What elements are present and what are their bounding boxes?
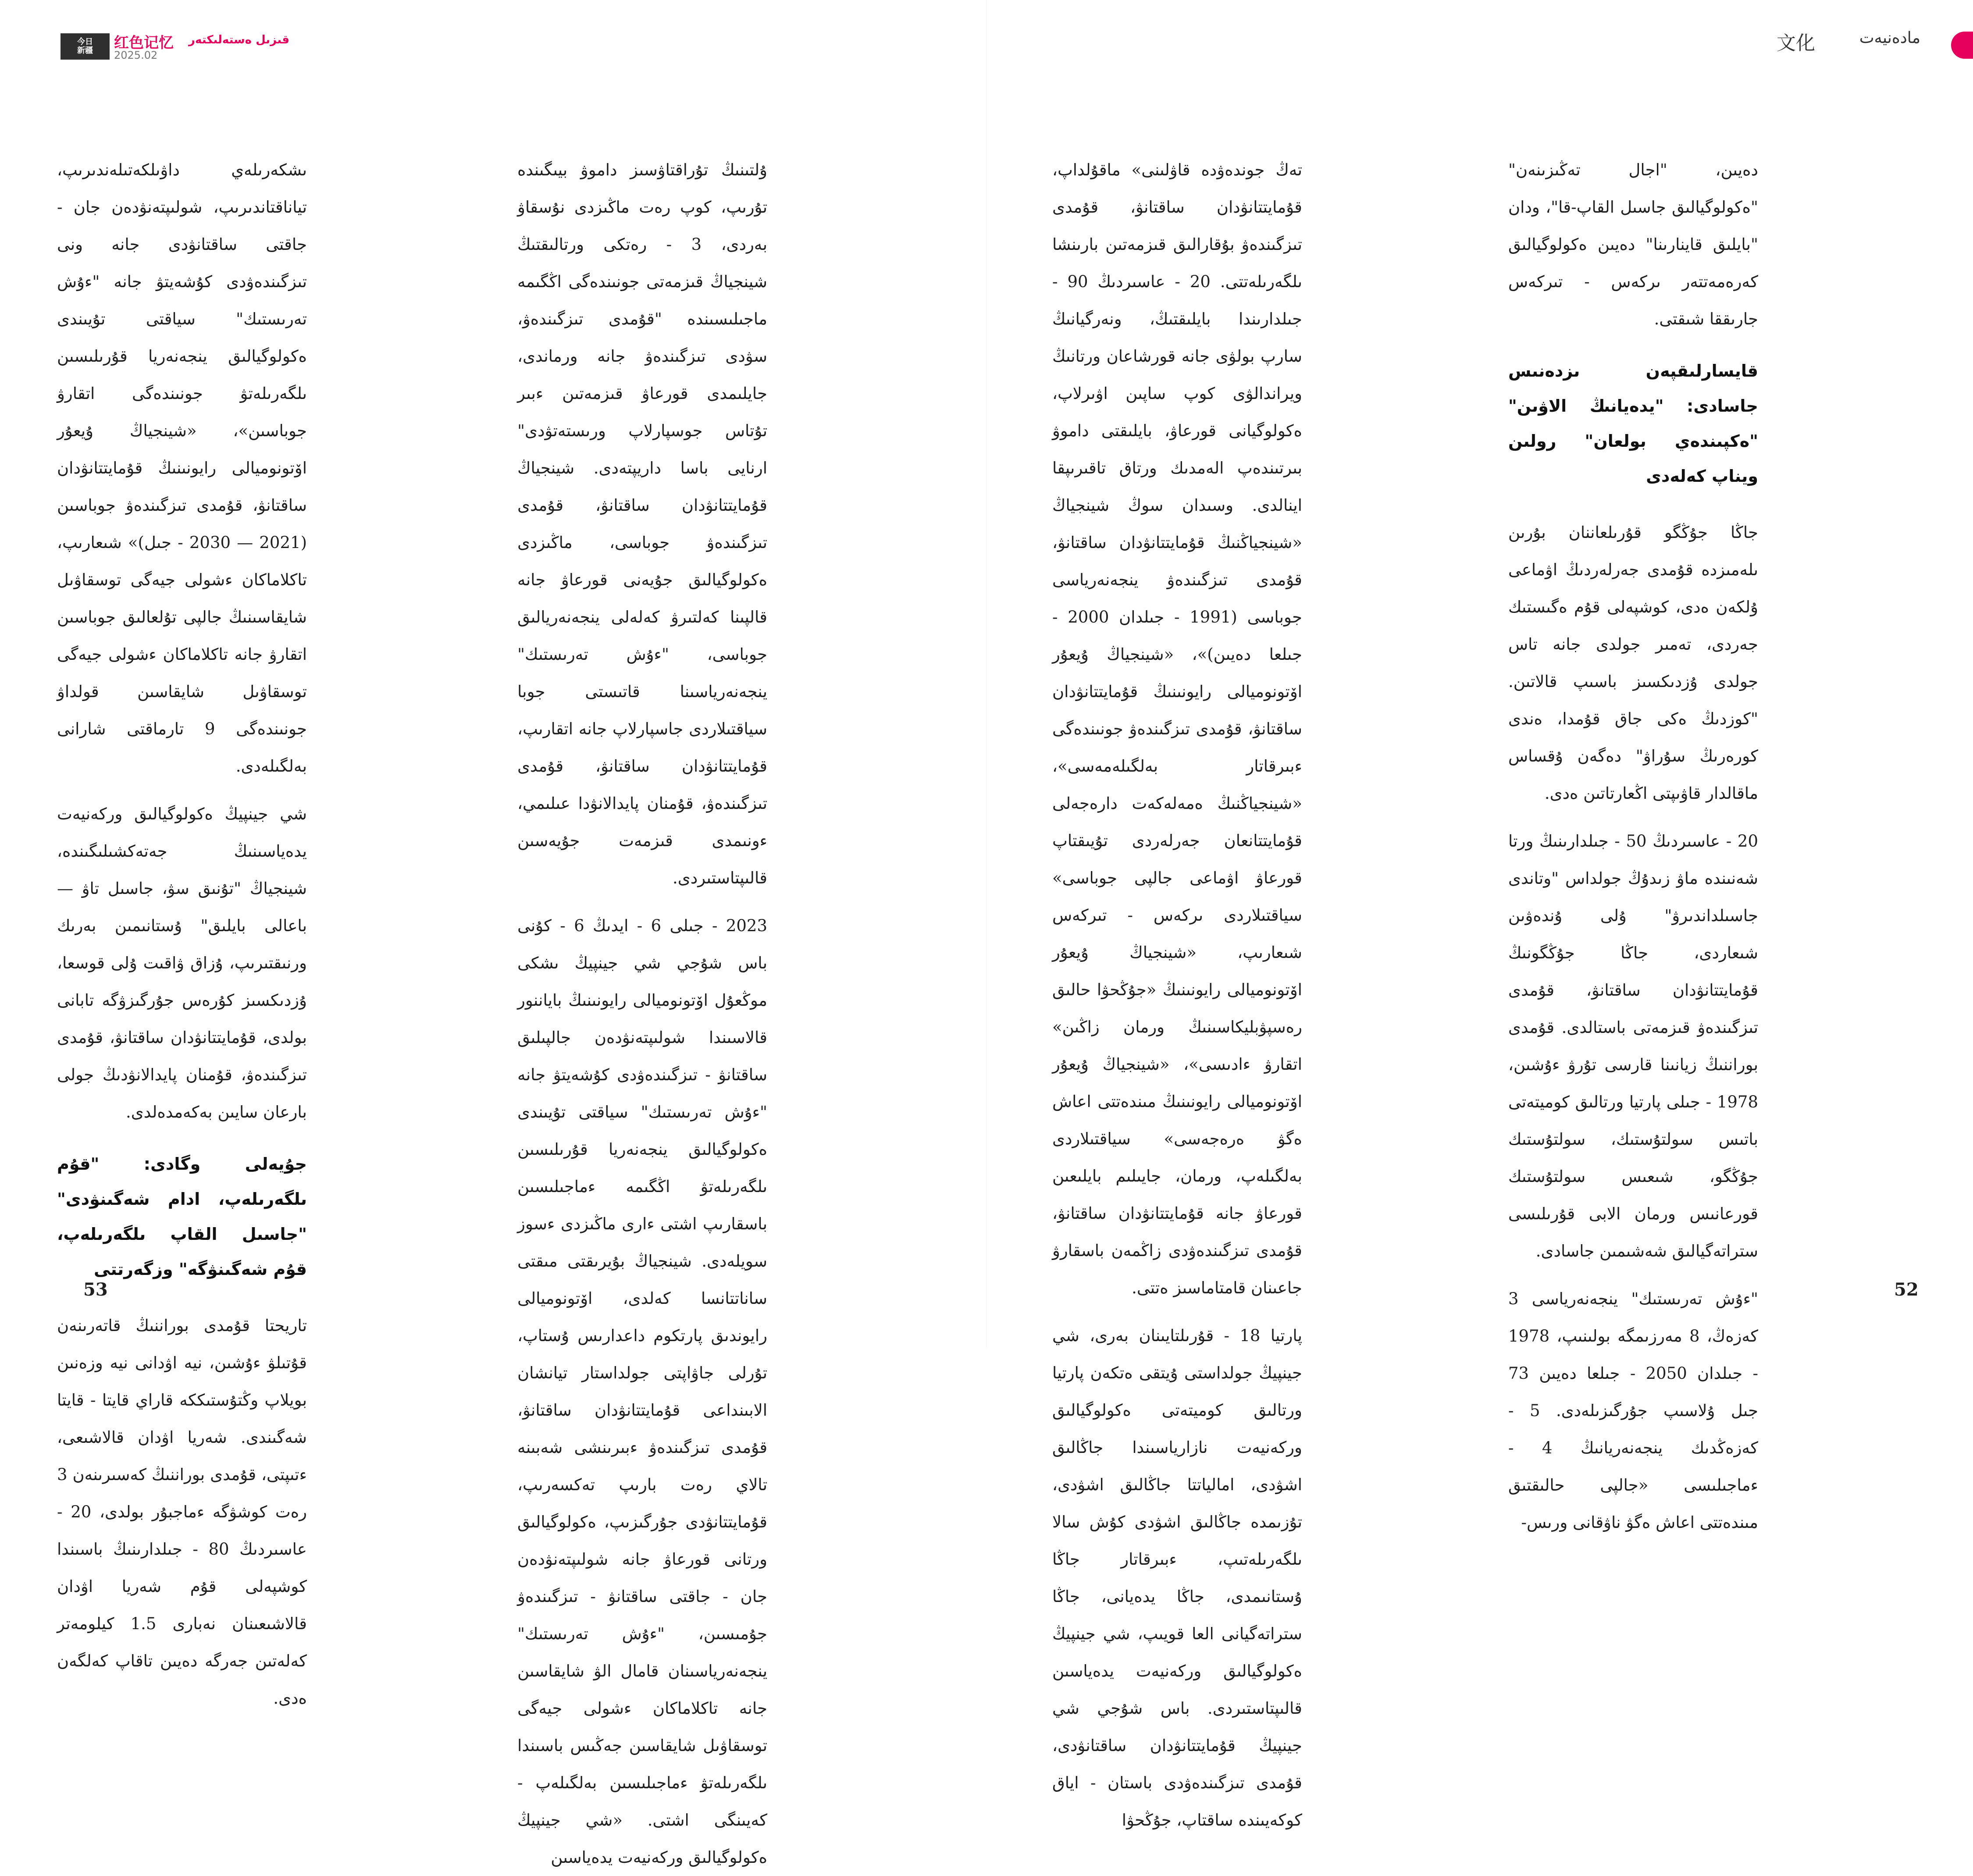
logo-text-line2: 新疆 [77, 46, 93, 55]
page-gutter [986, 0, 987, 1348]
subheading: جۇيەلى وگادى: "قۇم ىلگەرىلەپ، ادام شەگىنۋدى" "جاسىل القاپ ىلگەرىلەپ، قۇم شەگىنۋگە" وزگەرتتى [57, 1154, 307, 1279]
logo-text-line1: 今日 [77, 37, 93, 46]
section-tab-marker [1951, 32, 1973, 59]
section-label-kazakh: مادەنيەت [1859, 29, 1920, 47]
column-title-kazakh: قىزىل ەستەلىكتەر [189, 33, 289, 46]
paragraph: 2023 - جىلى 6 - ايدىڭ 6 - كۇنى باس شۇجي شي جينپيڭ ىشكى موڭعۇل اۆتونوميالى رايونىنىڭ باياننور قالاسىندا شولىپتەنۋدەن جالپىلىق ساقتانۋ - تىزگىندەۋدى كۇشەيتۋ جانە "ءۇش تەرىستىك" سياقتى تۇيىندى ەكولوگيالىق ينجەنەريا قۇرىلىسىن ىلگەرىلەتۋ اڭگىمە ءماجىلىسىن باسقارىپ اشتى ءارى ماڭىزدى ءسوز سويلەدى. شينجياڭ بۇيرىقتى مىقتى ساناتتانسا كەلدى، اۆتونوميالى رايوندىق پارتكوم داعدارىس ۇستاپ، تۇرلى جاۋاپتى جولداستار تيانشان الابىنداعى قۇمايتتانۋدان ساقتانۋ، قۇمدى تىزگىندەۋ ءبىرىنشى شەبىنە تالاي رەت بارىپ تەكسەرىپ، قۇمايتتانۋدى جۇرگىزىپ، ەكولوگيالىق ورتانى قورعاۋ جانە شولىپتەنۋدەن جان - جاقتى ساقتانۋ - تىزگىندەۋ جۇمىسىن، "ءۇش تەرىستىك" ينجەنەرياسىنان قامال الۋ شايقاسىن جانە تاكلاماكان ءشولى جيەگى توسقاۋىل شايقاسىن جەڭىس باسىندا ىلگەرىلەتۋ ءماجىلىسىن بەلگىلەپ - كەيىنگى اشتى. «شي جينپيڭ ەكولوگيالىق وركەنيەت يدەياسىن [517, 916, 768, 1867]
paragraph: "ءۇش تەرىستىك" ينجەنەرياسى 3 كەزەڭ، 8 مەرزىمگە بولىنىپ، 1978 - جىلدان 2050 - جىلعا دەيىن 73 جىل ۇلاسىپ جۇرگىزىلەدى. 5 - كەزەڭدىك ينجەنەريانىڭ 4 - ءماجىلىسى «جالپى حالىقتىق مىندەتتى اعاش ەگۋ ناۋقانى ورىس- [1508, 1289, 1759, 1532]
paragraph: پارتيا 18 - قۇرىلتايىنان بەرى، شي جينپيڭ جولداستى ۇيتقى ەتكەن پارتيا ورتالىق كوميتەتى ەكولوگيالىق وركەنيەت نازارياسىندا جاڭالىق اشۋدى، امالياتتا جاڭالىق اشۋدى، تۇزىمدە جاڭالىق اشۋدى كۇش سالا ىلگەرىلەتىپ، ءبىرقاتار جاڭا ۇستانىمدى، جاڭا يدەيانى، جاڭا ستراتەگيانى العا قويىپ، شي جينپيڭ ەكولوگيالىق وركەنيەت يدەياسىن قالىپتاستىردى. باس شۇجي شي جينپيڭ قۇمايتتانۋدان ساقتانۋدى، قۇمدى تىزگىندەۋدى باستان - اياق كوكەيىندە ساقتاپ، جۇڭحۋا [1052, 1326, 1302, 1830]
column-title-chinese: 红色记忆 [114, 34, 174, 52]
article-column-right-2 [1052, 151, 1302, 1830]
paragraph: ىشكەرىلەي داۋىلكەتىلەندىرىپ، تياناقتاندىرىپ، شولىپتەنۋدەن جان - جاقتى ساقتانۋدى جانە ونى تىزگىندەۋدى كۇشەيتۋ جانە "ءۇش تەرىستىك" سياقتى تۇيىندى ەكولوگيالىق ينجەنەريا قۇرىلىسىن ىلگەرىلەتۋ جونىندەگى اتقارۋ جوباسىن»، «شينجياڭ ۇيعۇر اۆتونوميالى رايونىنىڭ قۇمايتتانۋدان ساقتانۋ، قۇمدى تىزگىندەۋ جوباسىن (2021 — 2030 - جىل)» شىعارىپ، تاكلاماكان ءشولى جيەگى توسقاۋىل شايقاسىنىڭ جالپى تۇلعالىق جوباسىن اتقارۋ جانە تاكلاماكان ءشولى جيەگى توسقاۋىل شايقاسىن قولداۋ جونىندەگى 9 تارماقتى شارانى بەلگىلەدى. [57, 160, 307, 776]
magazine-logo [61, 33, 110, 60]
issue-date: 2025.02 [114, 49, 158, 61]
paragraph: دەيىن، "اجال تەڭىزىنەن" "ەكولوگيالىق جاسىل القاپ-قا"، ودان "بايلىق قاينارىنا" دەيىن ەكولوگيالىق كەرەمەتتەر ىركەس - تىركەس جارىققا شىقتى. [1508, 160, 1758, 328]
page-number-right: 52 [1894, 1279, 1919, 1300]
paragraph: ۇلتىنىڭ تۇراقتاۋسىز داموۋ بيىگىندە تۇرىپ، كوپ رەت ماڭىزدى نۇسقاۋ بەردى، 3 - رەتكى ورتالىقتىڭ شينجياڭ قىزمەتى جونىندەگى اڭگىمە ماجىلىسىندە "قۇمدى تىزگىندەۋ، سۋدى تىزگىندەۋ جانە ورماندى، جايلىمدى قورعاۋ قىزمەتىن ءبىر تۇتاس جوسپارلاپ ورىستەتۋدى" ارنايى باسا داريپتەدى. شينجياڭ قۇمايتتانۋدان ساقتانۋ، قۇمدى تىزگىندەۋ جوباسى، ماڭىزدى ەكولوگيالىق جۇيەنى قورعاۋ جانە قالپىنا كەلتىرۋ كەلەلى ينجەنەريالىق جوباسى، "ءۇش تەرىستىك" ينجەنەرياسىنا قاتىستى جوبا سياقتىلاردى جاسپارلاپ جانە اتقارىپ، قۇمايتتانۋدان ساقتانۋ، قۇمدى تىزگىندەۋ، قۇمنان پايدالانۋدا عىلىمي، ءونىمدى قىزمەت جۇيەسىن قالىپتاستىردى. [517, 160, 767, 887]
article-column-right-1 [1508, 151, 1759, 1532]
page-number-left: 53 [83, 1279, 108, 1300]
paragraph: تاريحتا قۇمدى بوراننىڭ قاتەرىنەن قۇتىلۋ ءۇشىن، نيە اۋدانى نيە وزەنىن بويلاپ وڭتۇستىككە قاراي قايتا - قايتا شەگىندى. شەريا اۋدان قالاشىعى، ءتىپتى، قۇمدى بوراننىڭ كەسىرىنەن 3 رەت كوشۋگە ءماجبۇر بولدى، 20 - عاسىردىڭ 80 - جىلدارىنىڭ باسىندا كوشپەلى قۇم شەريا اۋدان قالاشىعىنان نەبارى 1.5 كيلومەتر كەلەتىن جەرگە دەيىن تاقاپ كەلگەن ەدى. [57, 1316, 307, 1708]
section-label-chinese: 文化 [1777, 32, 1815, 54]
paragraph: تەڭ جوندەۋدە قاۋلىنى» ماقۇلداپ، قۇمايتتانۋدان ساقتانۋ، قۇمدى تىزگىندەۋ بۇقارالىق قىزمەتىن بارىنشا ىلگەرىلەتتى. 20 - عاسىردىڭ 90 - جىلدارىندا بايلىقتىڭ، ونەرگيانىڭ سارپ بولۋى جانە قورشاعان ورتانىڭ ويراندالۋى كوپ ساپىن اۋىرلاپ، ەكولوگيانى قورعاۋ، بايلىقتى داموۋ بىرتىندەپ الەمدىك ورتاق تاقىرىپقا اينالدى. وسىدان سوڭ شينجياڭ «شينجياڭنىڭ قۇمايتتانۋدان ساقتانۋ، قۇمدى تىزگىندەۋ ينجەنەرياسى جوباسى (1991 - جىلدان 2000 - جىلعا دەيىن)»، «شينجياڭ ۇيعۇر اۆتونوميالى رايونىنىڭ قۇمايتتانۋدان ساقتانۋ، قۇمدى تىزگىندەۋ جونىندەگى ءبىرقاتار بەلگىلەمەسى»، «شينجياڭنىڭ ەمەلەكەت دارەجەلى قۇمايتتانعان جەرلەردى تۇيىقتاپ قورعاۋ اۋماعى جالپى جوباسى» سياقتىلاردى ىركەس - تىركەس شىعارىپ، «شينجياڭ ۇيعۇر اۆتونوميالى رايونىنىڭ «جۇڭحۋا حالىق رەسپۋبليكاسىنىڭ ورمان زاڭىن» اتقارۋ ءادىسى»، «شينجياڭ ۇيعۇر اۆتونوميالى رايونىنىڭ مىندەتتى اعاش ەگۋ ەرەجەسى» سياقتىلاردى بەلگىلەپ، ورمان، جايىلىم بايلىعىن قورعاۋ جانە قۇمايتتانۋدان ساقتانۋ، قۇمدى تىزگىندەۋدى زاڭمەن باسقارۋ جاعىنان قامتاماسىز ەتتى. [1052, 160, 1302, 1297]
article-column-left-1 [517, 151, 768, 1867]
paragraph: شي جينپيڭ ەكولوگيالىق وركەنيەت يدەياسىنىڭ جەتەكشىلىگىندە، شينجياڭ "تۇنىق سۋ، جاسىل تاۋ — باعالى بايلىق" ۇستانىمىن بەرىك ورنىقتىرىپ، ۇزاق ۋاقىت ۇلى قوسعا، ۇزدىكسىز كۇرەس جۇرگىزۋگە تابانى بولدى، قۇمايتتانۋدان ساقتانۋ، قۇمدى تىزگىندەۋ، قۇمنان پايدالانۋدىڭ جولى بارعان سايىن بەكەمدەلدى. [57, 805, 307, 1121]
paragraph: جاڭا جۇڭگو قۇرىلعاننان بۇرىن ىلەمىزدە قۇمدى جەرلەردىڭ اۋماعى ۇلكەن ەدى، كوشپەلى قۇم ەگىستىك جەردى، تەمىر جولدى جانە تاس جولدى ۇزدىكسىز باسىپ قالاتىن. "كوزدىڭ ەكى جاق قۇمدا، ەندى كورەرىڭ سۇراۋ" دەگەن ۇقساس ماقالدار قاۋىپتى اڭعارتاتىن ەدى. [1508, 523, 1758, 803]
subheading: قايسارلىقپەن ىزدەنىس جاسادى: "يدەيانىڭ الاۋىن" "ەكپىندەي بولعان" رولىن ويناپ كەلەدى [1508, 361, 1758, 486]
paragraph: 20 - عاسىردىڭ 50 - جىلدارىنىڭ ورتا شەنىندە ماۋ زىدۇڭ جولداس "وتاندى جاسىلداندىرۋ" ۇلى ۇندەۋىن شىعاردى، جاڭا جۇڭگونىڭ قۇمايتتانۋدان ساقتانۋ، قۇمدى تىزگىندەۋ قىزمەتى باستالدى. قۇمدى بوراننىڭ زيانىنا قارسى تۇرۋ ءۇشىن، 1978 - جىلى پارتيا ورتالىق كوميتەتى باتىس سولتۇستىك، سولتۇستىك جۇڭگو، شىعىس سولتۇستىك قورعانىس ورمان الابى قۇرىلىسى ستراتەگيالىق شەشىمىن جاسادى. [1508, 832, 1758, 1260]
